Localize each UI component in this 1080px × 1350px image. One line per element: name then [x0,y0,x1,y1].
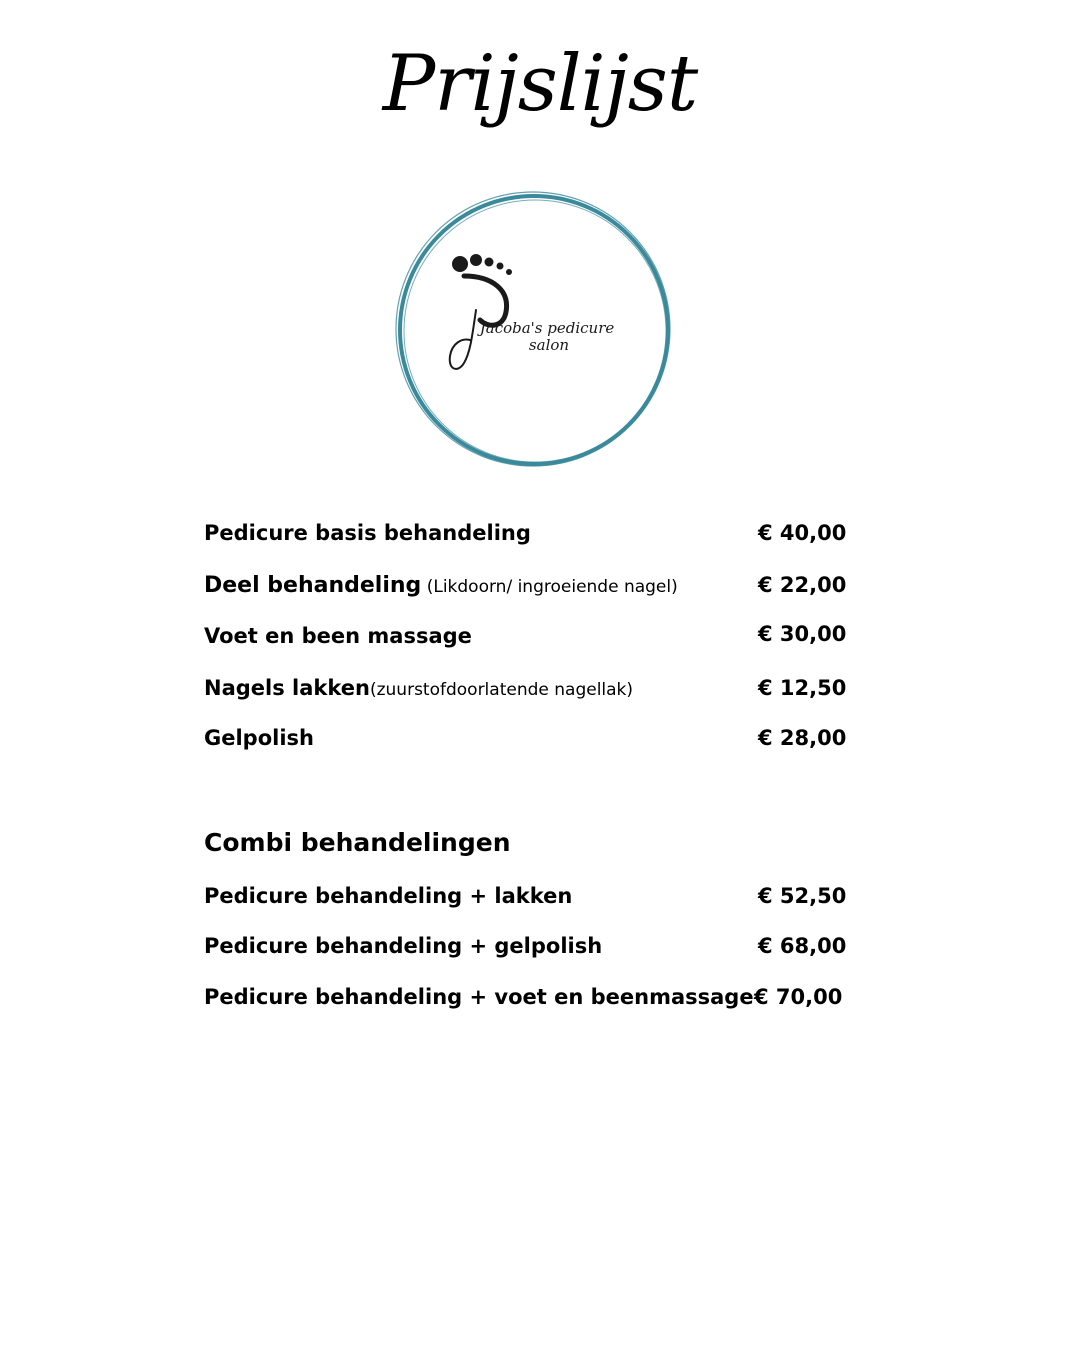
page-title: Prijslijst [382,39,698,129]
combi-price: € 68,00 [758,934,847,958]
treatment-name: Nagels lakken(zuurstofdoorlatende nagellak) [204,676,634,700]
combi-price: € 70,00 [754,985,843,1009]
price-row [204,980,844,1014]
logo-text-line2: salon [528,336,570,354]
treatment-name: Pedicure basis behandeling [204,521,531,545]
logo-text-line1: Jacoba's pedicure [479,319,615,337]
treatment-price: € 12,50 [758,676,847,700]
treatment-price: € 22,00 [758,573,847,597]
price-row [204,879,847,913]
salon-logo [392,188,676,472]
treatment-note: (zuurstofdoorlatende nagellak) [369,680,634,700]
treatment-name: Gelpolish [204,726,314,750]
combi-name: Pedicure behandeling + voet en beenmassage [204,985,754,1009]
price-row [204,929,847,963]
combi-heading: Combi behandelingen [204,828,511,857]
price-row [204,568,847,602]
treatment-note: (Likdoorn/ ingroeiende nagel) [421,577,678,597]
treatment-name: Voet en been massage [204,624,472,648]
treatment-name: Deel behandeling (Likdoorn/ ingroeiende nagel) [204,573,678,598]
treatment-price: € 30,00 [758,622,847,646]
price-row [204,619,847,653]
price-row [204,671,847,705]
combi-price: € 52,50 [758,884,847,908]
combi-name: Pedicure behandeling + gelpolish [204,934,603,958]
treatment-price: € 28,00 [758,726,847,750]
treatment-price: € 40,00 [758,521,847,545]
price-row [204,721,847,755]
logo-text [472,320,622,354]
combi-name: Pedicure behandeling + lakken [204,884,573,908]
price-row [204,516,847,550]
